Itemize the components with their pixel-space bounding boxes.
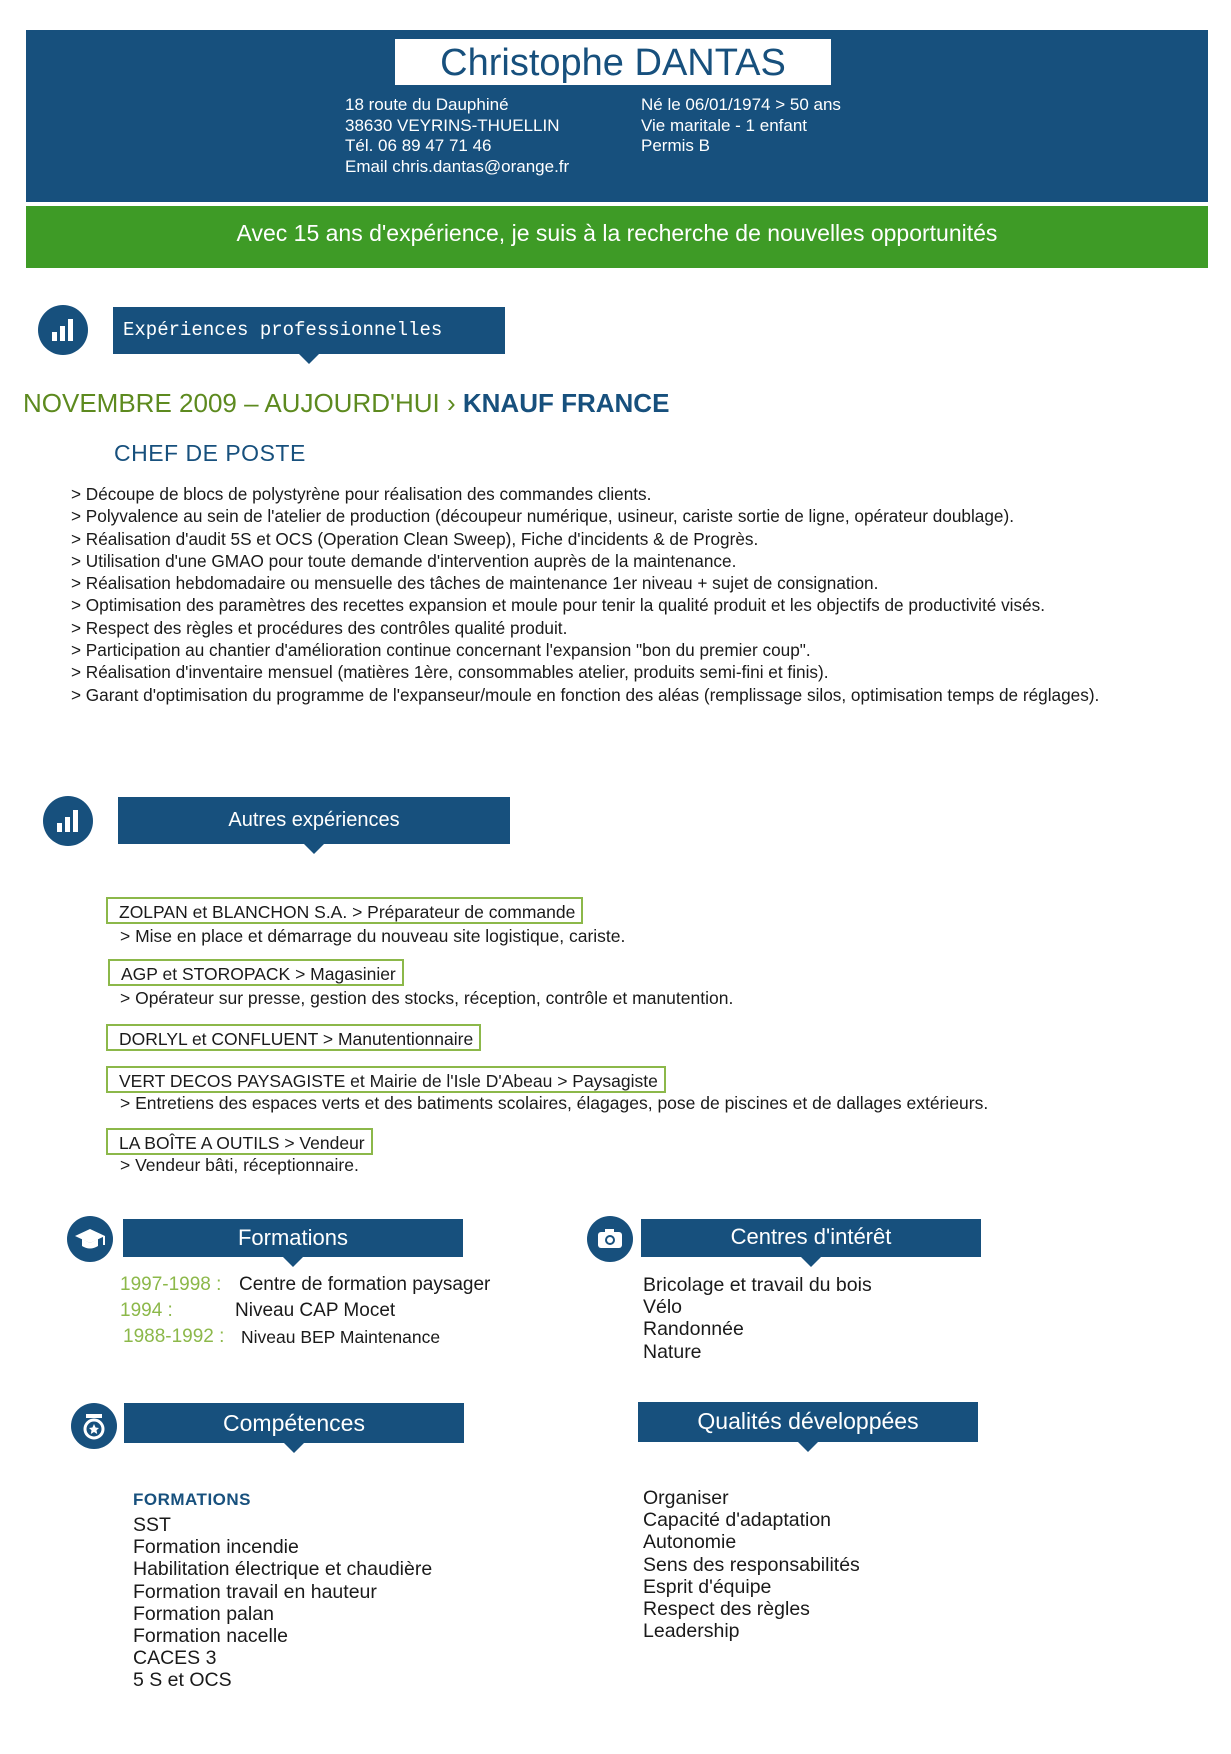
formation-year: 1988-1992 : — [123, 1326, 225, 1347]
other-experience-desc: > Opérateur sur presse, gestion des stocks, réception, contrôle et manutention. — [120, 988, 734, 1008]
task-item: > Garant d'optimisation du programme de l'expanseur/moule en fonction des aléas (remplissage silos, optimisation temps de réglages). — [71, 684, 1100, 705]
quality-item: Capacité d'adaptation — [643, 1509, 832, 1532]
section-title-formations: Formations — [123, 1219, 463, 1257]
quality-item: Organiser — [643, 1487, 729, 1509]
other-experience-title: VERT DECOS PAYSAGISTE et Mairie de l'Isle D'Abeau > Paysagiste — [106, 1066, 666, 1093]
section-title-skills: Compétences — [124, 1403, 464, 1443]
interest-item: Randonnée — [643, 1318, 744, 1341]
contact-block — [345, 95, 569, 177]
family-line: Vie maritale - 1 enfant — [641, 115, 807, 135]
task-item: > Réalisation d'audit 5S et OCS (Operation Clean Sweep), Fiche d'incidents & de Progrès. — [71, 528, 759, 549]
other-experience-title: ZOLPAN et BLANCHON S.A. > Préparateur de commande — [106, 897, 583, 924]
skill-item: Formation incendie — [133, 1536, 299, 1559]
task-item: > Participation au chantier d'amélioration continue concernant l'expansion "bon du premier coup". — [71, 640, 811, 661]
city-line: 38630 VEYRINS-THUELLIN — [345, 115, 560, 135]
skill-item: Formation travail en hauteur — [133, 1580, 377, 1603]
task-item: > Respect des règles et procédures des contrôles qualité produit. — [71, 617, 568, 638]
quality-item: Autonomie — [643, 1531, 737, 1554]
task-item: > Découpe de blocs de polystyrène pour réalisation des commandes clients. — [71, 484, 652, 504]
skill-item: SST — [133, 1514, 171, 1536]
quality-item: Esprit d'équipe — [643, 1575, 772, 1598]
section-title-qualities: Qualités développées — [638, 1402, 978, 1442]
quality-item: Leadership — [643, 1620, 740, 1643]
section-title-experiences: Expériences professionnelles — [113, 307, 505, 354]
bar-chart-icon — [43, 796, 93, 846]
phone-line: Tél. 06 89 47 71 46 — [345, 136, 492, 155]
task-item: > Réalisation d'inventaire mensuel (matières 1ère, consommables atelier, produits semi-fini et finis). — [71, 662, 829, 683]
other-experience-desc: > Entretiens des espaces verts et des batiments scolaires, élagages, pose de piscines et de dallages extérieurs. — [120, 1093, 989, 1113]
other-experience-title: DORLYL et CONFLUENT > Manutentionnaire — [106, 1024, 481, 1051]
other-experience-title: AGP et STOROPACK > Magasinier — [108, 959, 404, 986]
other-experience-title: LA BOÎTE A OUTILS > Vendeur — [106, 1128, 373, 1155]
other-experience-desc: > Vendeur bâti, réceptionnaire. — [120, 1155, 359, 1175]
quality-item: Sens des responsabilités — [643, 1553, 860, 1576]
task-item: > Polyvalence au sein de l'atelier de production (découpeur numérique, usineur, cariste sortie de ligne, opérateur doublage). — [71, 506, 1014, 527]
interest-item: Bricolage et travail du bois — [643, 1274, 872, 1296]
other-experience-desc: > Mise en place et démarrage du nouveau site logistique, cariste. — [120, 926, 626, 946]
section-title-other-experiences: Autres expériences — [118, 797, 510, 844]
formation-label: Niveau BEP Maintenance — [241, 1327, 441, 1347]
quality-item: Respect des règles — [643, 1598, 810, 1621]
task-item: > Utilisation d'une GMAO pour toute demande d'intervention auprès de la maintenance. — [71, 550, 737, 571]
job-position: CHEF DE POSTE — [114, 440, 306, 466]
formation-year: 1997-1998 : — [120, 1274, 222, 1295]
address-line: 18 route du Dauphiné — [345, 95, 509, 114]
formation-label: Centre de formation paysager — [239, 1274, 491, 1295]
award-icon — [71, 1403, 117, 1449]
job-period: NOVEMBRE 2009 – AUJOURD'HUI › — [23, 388, 456, 418]
task-list — [71, 483, 1161, 706]
job-heading — [23, 388, 669, 419]
personal-block — [641, 95, 841, 157]
job-company: KNAUF FRANCE — [462, 388, 670, 418]
section-title-interests: Centres d'intérêt — [641, 1219, 981, 1257]
skill-item: Formation palan — [133, 1602, 274, 1625]
candidate-name: Christophe DANTAS — [440, 42, 786, 84]
license-line: Permis B — [641, 136, 710, 155]
tagline: Avec 15 ans d'expérience, je suis à la recherche de nouvelles opportunités — [236, 220, 998, 246]
formation-year: 1994 : — [120, 1300, 173, 1321]
skills-subheading: FORMATIONS — [133, 1490, 252, 1509]
interests-list — [643, 1274, 872, 1363]
task-item: > Optimisation des paramètres des recettes expansion et moule pour tenir la qualité produit et les objectifs de productivité visés. — [71, 595, 1045, 616]
bar-chart-icon — [38, 305, 88, 355]
interest-item: Vélo — [643, 1296, 683, 1319]
camera-icon — [587, 1216, 633, 1262]
interest-item: Nature — [643, 1340, 702, 1363]
skills-list — [133, 1514, 432, 1692]
skill-item: 5 S et OCS — [133, 1669, 232, 1692]
skill-item: Habilitation électrique et chaudière — [133, 1558, 433, 1581]
email-line: Email chris.dantas@orange.fr — [345, 156, 570, 176]
skill-item: Formation nacelle — [133, 1625, 288, 1648]
birth-line: Né le 06/01/1974 > 50 ans — [641, 95, 841, 114]
formation-label: Niveau CAP Mocet — [235, 1300, 396, 1321]
graduation-cap-icon — [67, 1216, 113, 1262]
qualities-list — [643, 1487, 860, 1642]
skill-item: CACES 3 — [133, 1647, 217, 1670]
task-item: > Réalisation hebdomadaire ou mensuelle des tâches de maintenance 1er niveau + sujet de consignation. — [71, 573, 879, 594]
